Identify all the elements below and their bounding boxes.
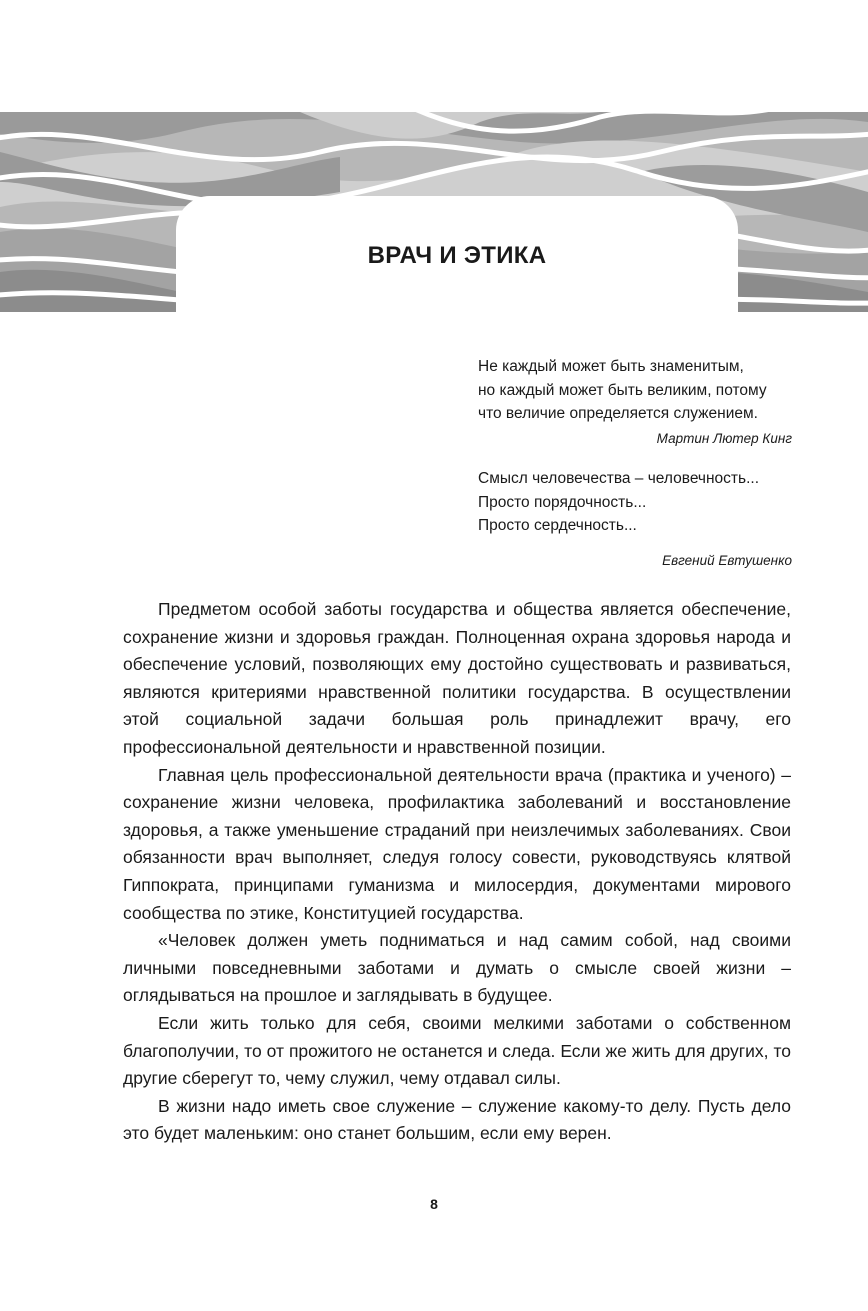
- epigraph-line: Не каждый может быть знаменитым,: [478, 358, 744, 375]
- paragraph: Если жить только для себя, своими мелкими заботами о собственном благополучии, то от прожитого не останется и следа. Если же жить для других, то другие сберегут то, чему служил, чему отдавал силы.: [123, 1012, 791, 1089]
- page-number: 8: [430, 1196, 438, 1212]
- epigraph-line: но каждый может быть великим, потому: [478, 381, 767, 399]
- epigraph-line: Просто порядочность...: [478, 493, 647, 511]
- chapter-title-box: [176, 196, 738, 321]
- paragraph: В жизни надо иметь свое служение – служение какому-то делу. Пусть дело это будет маленьким: оно станет большим, если ему верен.: [123, 1095, 791, 1144]
- epigraph-line: что величие определяется служением.: [478, 405, 758, 422]
- paragraph: Главная цель профессиональной деятельности врача (практика и ученого) – сохранение жизни человека, профилактика заболеваний и восстановление здоровья, а также уменьшение страданий при неизлечимых заболеваниях. Свои обязанности врач выполняет, следуя голосу совести, руководствуясь клятвой Гиппократа, принципами гуманизма и милосердия, документами мирового сообщества по этике, Конституцией государства.: [123, 764, 791, 923]
- paragraph: «Человек должен уметь подниматься и над самим собой, над своими личными повседневными заботами и думать о смысле своей жизни – оглядываться на прошлое и заглядывать в будущее.: [123, 930, 791, 1006]
- chapter-title: ВРАЧ И ЭТИКА: [367, 241, 547, 269]
- epigraph-author: Евгений Евтушенко: [662, 552, 792, 568]
- epigraph-author: Мартин Лютер Кинг: [656, 430, 792, 446]
- paragraph: Предметом особой заботы государства и общества является обеспечение, сохранение жизни и здоровья граждан. Полноценная охрана здоровья народа и обеспечение условий, позволяющих ему достойно существовать и развиваться, являются критериями нравственной политики государства. В осуществлении этой социальной задачи большая роль принадлежит врачу, его профессиональной деятельности и нравственной позиции.: [123, 599, 791, 757]
- epigraph-line: Смысл человечества – человечность...: [478, 470, 760, 487]
- body-text: [123, 596, 791, 1148]
- epigraph-king: [478, 355, 796, 450]
- epigraph-line: Просто сердечность...: [478, 517, 637, 534]
- epigraph-yevtushenko: [478, 467, 796, 572]
